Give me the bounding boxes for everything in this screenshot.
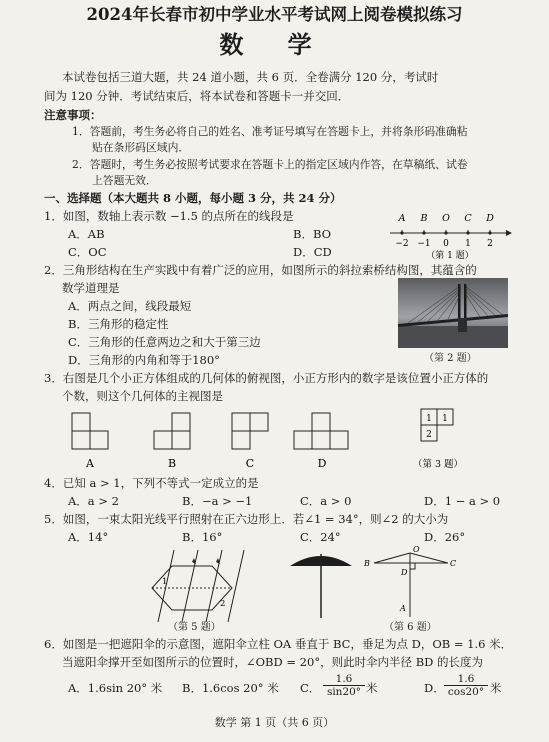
q5-angle-1-label: 1 [162, 577, 168, 587]
q6-option-c-numerator: 1.6 [335, 673, 353, 685]
q3-caption: （第 3 题） [412, 459, 464, 470]
q6-option-d-fraction [444, 673, 488, 698]
q2-stem-line-1: 2．三角形结构在生产实践中有着广泛的应用，如图所示的斜拉索桥结构图，其蕴含的 [44, 263, 477, 277]
q1-point-b: B [420, 213, 428, 224]
q5-option-b: B．16° [182, 530, 223, 544]
q4-option-c: C．a > 0 [300, 494, 352, 508]
q4-option-d: D．1 − a > 0 [424, 494, 501, 508]
q6-option-c-label: C． [300, 681, 321, 695]
q1-option-a: A．AB [68, 227, 105, 241]
note-2-line-1: 2．答题时，考生务必按照考试要求在答题卡上的指定区域内作答，在草稿纸、试卷 [72, 158, 468, 171]
note-1-line-2: 贴在条形码区域内． [92, 141, 190, 154]
notes-heading: 注意事项： [44, 108, 102, 122]
q6-option-c-fraction [323, 673, 365, 698]
q6-option-c-unit: 米 [366, 681, 378, 695]
q5-hexagon-figure [140, 548, 250, 628]
q6-point-a: A [400, 604, 406, 613]
q2-caption: （第 2 题） [424, 353, 477, 364]
q6-option-d-unit: 米 [490, 681, 502, 695]
section-1-heading: 一、选择题（本大题共 8 小题，每小题 3 分，共 24 分） [44, 191, 342, 205]
q2-option-b: B．三角形的稳定性 [68, 317, 169, 331]
q1-point-c: C [464, 213, 472, 224]
intro-line-1: 本试卷包括三道大题，共 24 道小题，共 6 页．全卷满分 120 分，考试时 [62, 70, 439, 84]
q6-option-a: A．1.6sin 20° 米 [68, 681, 163, 695]
q6-caption: （第 6 题） [384, 622, 437, 633]
q3-stem-line-2: 个数，则这个几何体的主视图是 [62, 389, 223, 403]
q2-bridge-photo [398, 278, 508, 348]
q1-stem: 1．如图，数轴上表示数 −1.5 的点所在的线段是 [44, 209, 294, 223]
q2-option-a: A．两点之间，线段最短 [68, 299, 192, 313]
q3-label-a: A [86, 457, 94, 470]
q6-option-b: B．1.6cos 20° 米 [182, 681, 279, 695]
q1-point-d: D [486, 213, 494, 224]
q3-option-a-view [72, 413, 108, 449]
q6-option-d-label: D． [424, 681, 445, 695]
q3-grid-number: 1 [442, 414, 448, 424]
q1-point-a: A [398, 213, 406, 224]
q1-option-b: B．BO [293, 227, 332, 241]
q1-tick-label: −1 [417, 239, 431, 249]
q6-option-d-numerator: 1.6 [457, 673, 475, 685]
q5-option-d: D．26° [424, 530, 466, 544]
page-footer: 数学 第 1 页（共 6 页） [214, 716, 335, 729]
q4-option-b: B．−a > −1 [182, 494, 253, 508]
q6-point-b: B [364, 559, 370, 568]
q1-tick-label: 2 [487, 239, 493, 249]
q6-umbrella-diagram [356, 545, 466, 623]
note-1-line-1: 1．答题前，考生务必将自己的姓名、准考证号填写在答题卡上，并将条形码准确粘 [72, 125, 468, 138]
q2-option-c: C．三角形的任意两边之和大于第三边 [68, 335, 261, 349]
q6-point-d: D [401, 568, 408, 577]
q6-umbrella-photo [286, 548, 356, 620]
q5-angle-2-label: 2 [220, 599, 226, 609]
q1-number-line [388, 208, 513, 260]
q1-tick-label: 0 [443, 239, 449, 249]
q4-stem: 4．已知 a > 1，下列不等式一定成立的是 [44, 476, 259, 490]
q5-stem: 5．如图，一束太阳光线平行照射在正六边形上．若∠1 = 34°，则∠2 的大小为 [44, 512, 449, 526]
q3-label-d: D [317, 457, 327, 470]
q5-option-a: A．14° [68, 530, 109, 544]
q3-option-b-view [154, 413, 190, 449]
q1-tick-label: −2 [395, 239, 409, 249]
intro-line-2: 间为 120 分钟．考试结束后，将本试卷和答题卡一并交回． [44, 89, 350, 103]
q3-option-d-view [294, 413, 348, 449]
exam-title: 2024年长春市初中学业水平考试网上阅卷模拟练习 [86, 5, 463, 24]
q6-point-c: C [450, 559, 457, 568]
q3-grid-number: 1 [426, 414, 432, 424]
q3-stem-line-1: 3．右图是几个小正方体组成的几何体的俯视图，小正方形内的数字是该位置小正方体的 [44, 371, 489, 385]
q5-caption: （第 5 题） [168, 622, 221, 633]
q6-option-c-denominator: sin20° [323, 685, 365, 698]
q3-label-c: C [245, 457, 255, 470]
q3-figures [66, 405, 506, 473]
q1-point-o: O [442, 213, 450, 224]
q6-stem-line-1: 6．如图是一把遮阳伞的示意图，遮阳伞立柱 OA 垂直于 BC，垂足为点 D，OB = 1.6 米． [44, 637, 513, 651]
q5-option-c: C．24° [300, 530, 341, 544]
q3-grid-number: 2 [426, 430, 432, 440]
q1-caption: （第 1 题） [426, 251, 474, 260]
q2-option-d: D．三角形的内角和等于180° [68, 353, 220, 367]
q1-option-d: D．CD [293, 245, 332, 259]
q6-point-o: O [413, 545, 420, 554]
q4-option-a: A．a > 2 [68, 494, 119, 508]
q1-option-c: C．OC [68, 245, 107, 259]
subject-title: 数 学 [219, 30, 330, 59]
note-2-line-2: 上答题无效． [92, 174, 157, 187]
q3-option-c-view [232, 413, 268, 449]
q6-option-d-denominator: cos20° [444, 685, 488, 698]
q1-tick-label: 1 [465, 239, 471, 249]
q3-label-b: B [167, 457, 177, 470]
q2-stem-line-2: 数学道理是 [62, 281, 120, 295]
q6-stem-line-2: 当遮阳伞撑开至如图所示的位置时，∠OBD = 20°，则此时伞内半径 BD 的长度为 [62, 655, 484, 669]
